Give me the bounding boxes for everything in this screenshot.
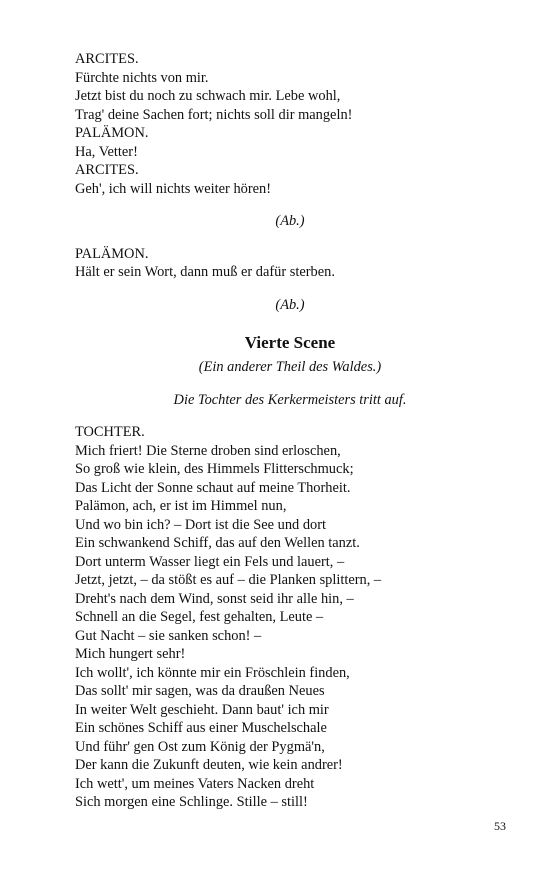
- verse-line: Ich wollt', ich könnte mir ein Fröschlein finden,: [75, 664, 350, 681]
- scene-title: Vierte Scene: [244, 333, 336, 352]
- verse-line: Jetzt bist du noch zu schwach mir. Lebe wohl,: [75, 88, 341, 104]
- verse-line: Fürchte nichts von mir.: [75, 69, 209, 86]
- verse-line: Ich wett', um meines Vaters Nacken dreht: [75, 775, 315, 792]
- verse-line: Mich hungert sehr!: [75, 646, 186, 662]
- page-body: [75, 50, 505, 812]
- verse-line: Ein schönes Schiff aus einer Muschelschale: [75, 720, 327, 736]
- page-number: 53: [494, 819, 506, 833]
- verse-line: Ha, Vetter!: [75, 143, 138, 160]
- stage-direction: (Ab.): [275, 213, 305, 229]
- verse-line: Palämon, ach, er ist im Himmel nun,: [75, 498, 287, 514]
- verse-line: Und wo bin ich? – Dort ist die See und dort: [75, 516, 326, 533]
- verse-line: Hält er sein Wort, dann muß er dafür sterben.: [75, 264, 335, 280]
- stage-direction: (Ab.): [275, 296, 305, 313]
- verse-line: Dort unterm Wasser liegt ein Fels und lauert, –: [75, 553, 345, 570]
- speaker-name: PALÄMON.: [75, 245, 149, 262]
- scene-entry-direction: Die Tochter des Kerkermeisters tritt auf.: [173, 391, 407, 408]
- dialogue-block-1: [75, 50, 505, 198]
- dialogue-block-3: [75, 423, 505, 812]
- speaker-name: PALÄMON.: [75, 125, 149, 141]
- verse-line: Das Licht der Sonne schaut auf meine Thorheit.: [75, 479, 351, 496]
- dialogue-block-2: [75, 245, 505, 282]
- speaker-name: ARCITES.: [75, 51, 139, 67]
- verse-line: In weiter Welt geschieht. Dann baut' ich mir: [75, 701, 329, 718]
- speaker-name: TOCHTER.: [75, 424, 145, 440]
- verse-line: Dreht's nach dem Wind, sonst seid ihr alle hin, –: [75, 590, 354, 607]
- verse-line: Geh', ich will nichts weiter hören!: [75, 180, 272, 197]
- verse-line: Gut Nacht – sie sanken schon! –: [75, 627, 262, 644]
- verse-line: So groß wie klein, des Himmels Flitterschmuck;: [75, 461, 354, 477]
- verse-line: Ein schwankend Schiff, das auf den Wellen tanzt.: [75, 535, 360, 551]
- verse-line: Sich morgen eine Schlinge. Stille – still!: [75, 794, 308, 810]
- verse-line: Trag' deine Sachen fort; nichts soll dir mangeln!: [75, 106, 353, 123]
- speaker-name: ARCITES.: [75, 162, 139, 178]
- verse-line: Und führ' gen Ost zum König der Pygmä'n,: [75, 738, 325, 755]
- verse-line: Jetzt, jetzt, – da stößt es auf – die Planken splittern, –: [75, 572, 382, 588]
- verse-line: Mich friert! Die Sterne droben sind erloschen,: [75, 442, 341, 459]
- scene-setting: (Ein anderer Theil des Waldes.): [198, 359, 382, 375]
- verse-line: Schnell an die Segel, fest gehalten, Leute –: [75, 609, 324, 625]
- verse-line: Das sollt' mir sagen, was da draußen Neues: [75, 683, 325, 699]
- verse-line: Der kann die Zukunft deuten, wie kein andrer!: [75, 757, 343, 773]
